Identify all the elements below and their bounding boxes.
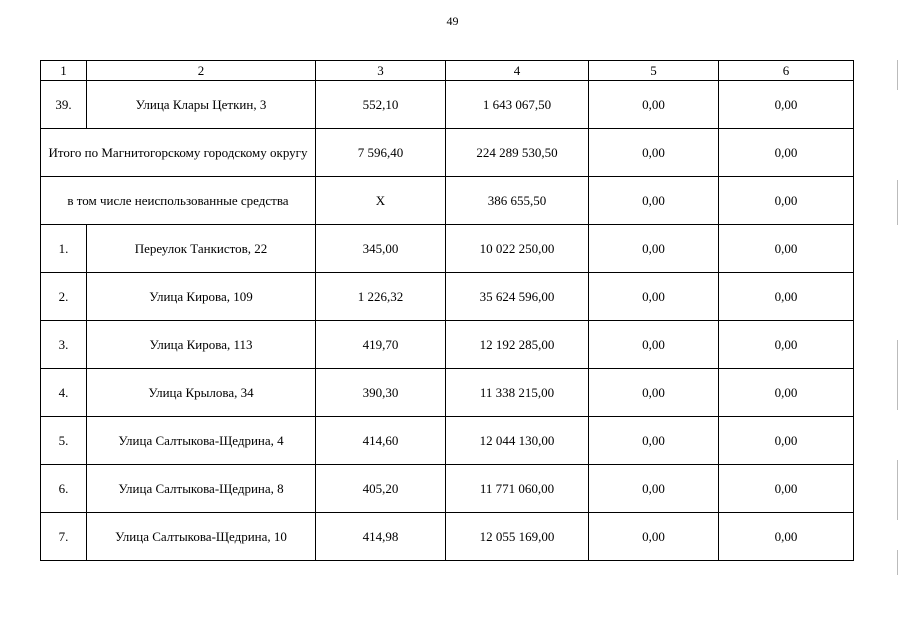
table-row	[41, 465, 854, 513]
value-cell: 0,00	[589, 513, 719, 561]
table-row	[41, 321, 854, 369]
table-row	[41, 513, 854, 561]
value-cell: 0,00	[719, 177, 854, 225]
unused-funds-row	[41, 177, 854, 225]
value-cell: 0,00	[719, 369, 854, 417]
scan-edge-marks	[895, 60, 901, 580]
value-cell: 0,00	[589, 273, 719, 321]
table-row	[41, 81, 854, 129]
value-cell: 0,00	[719, 513, 854, 561]
amount-cell: 10 022 250,00	[446, 225, 589, 273]
value-cell: 0,00	[589, 177, 719, 225]
value-cell: 0,00	[589, 129, 719, 177]
unused-funds-label: в том числе неиспользованные средства	[41, 177, 316, 225]
column-header: 5	[589, 61, 719, 81]
address-cell: Улица Крылова, 34	[87, 369, 316, 417]
header-row	[41, 61, 854, 81]
amount-cell: 11 771 060,00	[446, 465, 589, 513]
address-cell: Улица Салтыкова-Щедрина, 4	[87, 417, 316, 465]
row-number: 39.	[41, 81, 87, 129]
value-cell: 0,00	[589, 369, 719, 417]
value-cell: 0,00	[719, 417, 854, 465]
column-header: 3	[316, 61, 446, 81]
address-cell: Улица Салтыкова-Щедрина, 8	[87, 465, 316, 513]
row-number: 5.	[41, 417, 87, 465]
area-cell: 414,60	[316, 417, 446, 465]
amount-cell: 12 055 169,00	[446, 513, 589, 561]
total-label: Итого по Магнитогорскому городскому округу	[41, 129, 316, 177]
table-row	[41, 273, 854, 321]
value-cell: 0,00	[719, 321, 854, 369]
amount-cell: 386 655,50	[446, 177, 589, 225]
area-cell: 419,70	[316, 321, 446, 369]
row-number: 4.	[41, 369, 87, 417]
row-number: 7.	[41, 513, 87, 561]
value-cell: 0,00	[719, 129, 854, 177]
area-cell: Х	[316, 177, 446, 225]
area-cell: 552,10	[316, 81, 446, 129]
row-number: 2.	[41, 273, 87, 321]
budget-table	[40, 60, 854, 561]
amount-cell: 12 044 130,00	[446, 417, 589, 465]
value-cell: 0,00	[719, 225, 854, 273]
amount-cell: 35 624 596,00	[446, 273, 589, 321]
address-cell: Улица Кирова, 113	[87, 321, 316, 369]
page-number: 49	[446, 14, 459, 28]
table-row	[41, 225, 854, 273]
table-row	[41, 417, 854, 465]
value-cell: 0,00	[719, 273, 854, 321]
amount-cell: 12 192 285,00	[446, 321, 589, 369]
column-header: 2	[87, 61, 316, 81]
area-cell: 405,20	[316, 465, 446, 513]
address-cell: Улица Кирова, 109	[87, 273, 316, 321]
value-cell: 0,00	[589, 417, 719, 465]
value-cell: 0,00	[719, 81, 854, 129]
value-cell: 0,00	[589, 225, 719, 273]
row-number: 1.	[41, 225, 87, 273]
column-header: 1	[41, 61, 87, 81]
area-cell: 7 596,40	[316, 129, 446, 177]
value-cell: 0,00	[589, 321, 719, 369]
amount-cell: 11 338 215,00	[446, 369, 589, 417]
total-row	[41, 129, 854, 177]
address-cell: Улица Салтыкова-Щедрина, 10	[87, 513, 316, 561]
value-cell: 0,00	[589, 81, 719, 129]
area-cell: 414,98	[316, 513, 446, 561]
value-cell: 0,00	[719, 465, 854, 513]
amount-cell: 224 289 530,50	[446, 129, 589, 177]
column-header: 6	[719, 61, 854, 81]
row-number: 6.	[41, 465, 87, 513]
area-cell: 345,00	[316, 225, 446, 273]
address-cell: Улица Клары Цеткин, 3	[87, 81, 316, 129]
area-cell: 390,30	[316, 369, 446, 417]
row-number: 3.	[41, 321, 87, 369]
table-row	[41, 369, 854, 417]
value-cell: 0,00	[589, 465, 719, 513]
area-cell: 1 226,32	[316, 273, 446, 321]
address-cell: Переулок Танкистов, 22	[87, 225, 316, 273]
amount-cell: 1 643 067,50	[446, 81, 589, 129]
column-header: 4	[446, 61, 589, 81]
